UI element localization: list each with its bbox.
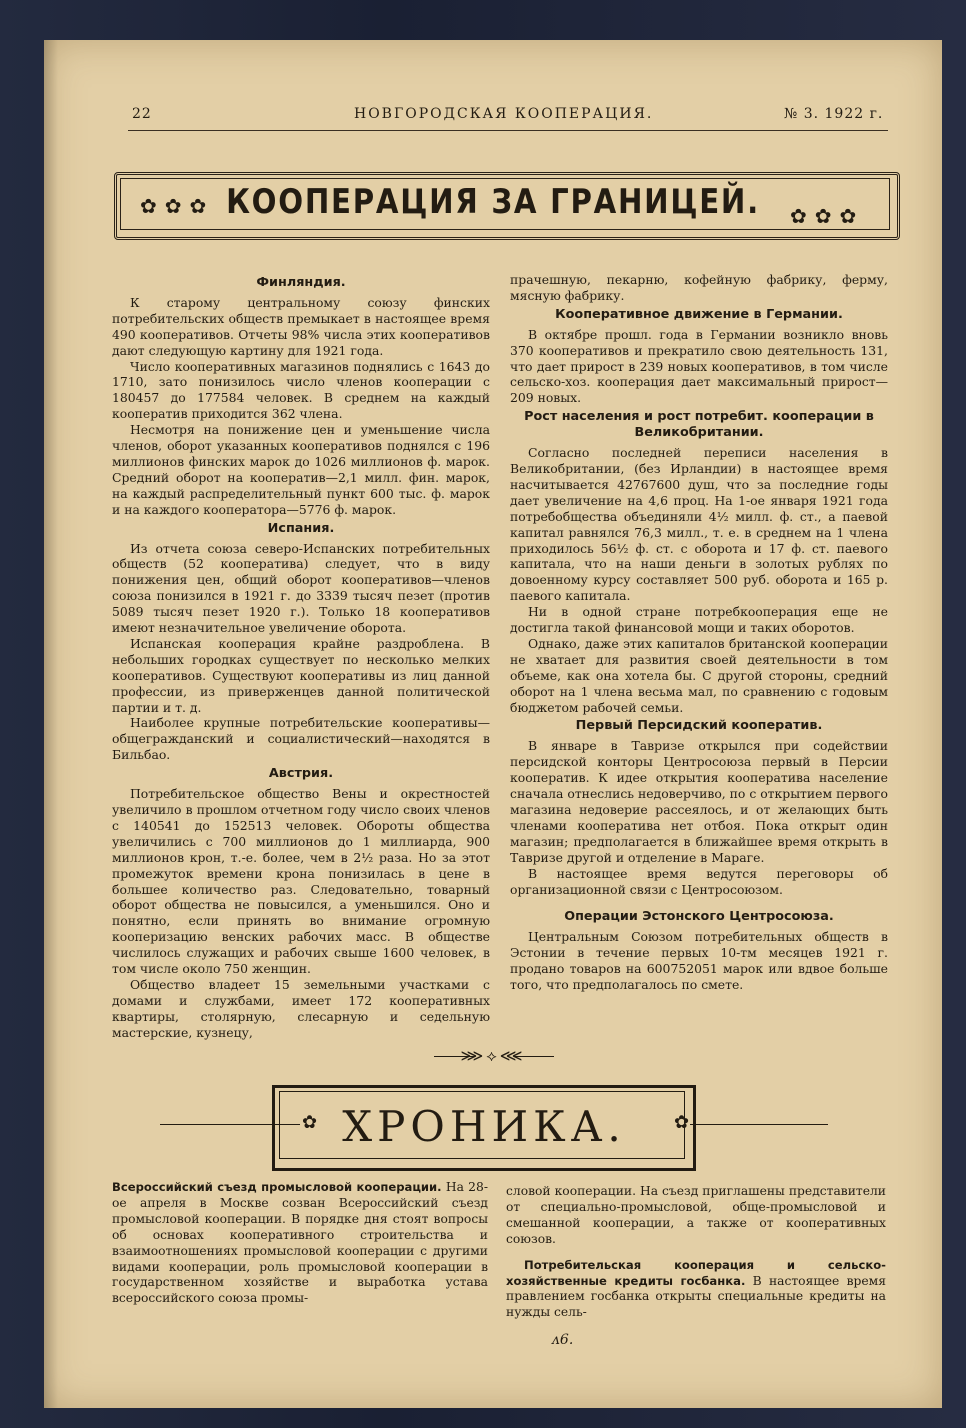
- flower-icon: ✿: [674, 1112, 690, 1133]
- page-gutter-shadow: [44, 40, 58, 1408]
- divider-line-right: [514, 1056, 554, 1057]
- chronicle-lead: Потребительская кооперация и сельско-хозяйственные кредиты госбанка.: [506, 1257, 886, 1288]
- banner-rule-right: [690, 1124, 828, 1125]
- paragraph: В настоящее время ведутся переговоры об организационной связи с Центросоюзом.: [510, 865, 888, 897]
- chronicle-text: словой кооперации. На съезд приглашены представители от специально-промысловой, обще-промысловой и смешанной кооперации, а также от кооперативных союзов.: [506, 1184, 886, 1246]
- chronicle-left: [112, 1180, 488, 1307]
- paragraph: Ни в одной стране потребкооперация еще не достигла такой финансовой мощи и таких оборотов.: [510, 604, 888, 636]
- heading-estonia: Операции Эстонского Центросоюза.: [564, 909, 834, 925]
- flower-icon: ✿: [302, 1112, 318, 1133]
- paragraph: Наиболее крупные потребительские кооперативы—общегражданский и социалистический—находятся в Бильбао.: [112, 715, 490, 763]
- paragraph: Потребительское общество Вены и окрестностей увеличило в прошлом отчетном году число своих членов с 140541 до 152513 человек. Обороты общества увеличились с 700 миллионов до 1 миллиарда, 900 миллионов крон, т.-е. более, чем в 2½ раза. Но за этот промежуток времени крона понизилась в цене в большее количество раз. Следовательно, товарный оборот общества не повысился, а уменьшился. Оно и понятно, если принять во внимание огромную кооперизацию венских рабочих масс. В обществе числилось служащих и рабочих свыше 1600 человек, в том числе около 750 женщин.: [112, 786, 490, 977]
- flower-ornament-left: ✿✿✿: [140, 194, 215, 218]
- left-column: [112, 272, 490, 1041]
- header-rule: [128, 130, 888, 131]
- paragraph: Общество владеет 15 земельными участками с домами и службами, имеет 172 кооперативных квартиры, столярную, слесарную и седельную мастерские, кузнецу,: [112, 976, 490, 1040]
- paragraph: Несмотря на понижение цен и уменьшение числа членов, оборот указанных кооперативов поднялся с 196 миллионов финских марок до 1026 миллионов ф. марок. Средний оборот на кооператив—2,1 милл. фин. марок, на каждый распределительный пункт 600 тыс. ф. марок и на каждого кооператора—5776 ф. марок.: [112, 422, 490, 517]
- page-number: 22: [132, 106, 152, 122]
- divider-ornament: ⋙⟡⋘: [460, 1046, 526, 1065]
- handwritten-mark: ᴧ6.: [552, 1332, 574, 1348]
- paragraph: Испанская кооперация крайне раздроблена. В небольших городках существует по несколько мелких кооперативов. Существуют кооперативы из лиц данной профессии, из приверженцев данной политической партии и т. д.: [112, 635, 490, 715]
- heading-germany: Кооперативное движение в Германии.: [555, 306, 843, 322]
- chronicle-text: На 28-ое апреля в Москве созван Всероссийский съезд промысловой кооперации. В порядке дня стоят вопросы об основах кооперативного строительства и взаимоотношениях промысловой кооперации с другими видами кооперации, роль промысловой кооперации в государственном хозяйстве и выработка устава всероссийского союза промы-: [112, 1180, 488, 1306]
- flower-ornament-right: ✿✿✿: [790, 204, 865, 228]
- chronicle-title: ХРОНИКА.: [342, 1102, 626, 1151]
- heading-persia: Первый Персидский кооператив.: [575, 718, 823, 734]
- right-column: [510, 272, 888, 993]
- chronicle-lead: Всероссийский съезд промысловой кооперации.: [112, 1180, 442, 1194]
- journal-title: НОВГОРОДСКАЯ КООПЕРАЦИЯ.: [354, 106, 654, 122]
- section-title: КООПЕРАЦИЯ ЗА ГРАНИЦЕЙ.: [226, 182, 760, 222]
- paragraph: Центральным Союзом потребительных обществ в Эстонии в течение первых 10-тм месяцев 1921 г. продано товаров на 600752051 марок или вдвое больше того, что предполагалось по смете.: [510, 929, 888, 993]
- chronicle-right: [506, 1184, 886, 1321]
- paragraph: В октябре прошл. года в Германии возникло вновь 370 кооперативов и прекратило свою деятельность 131, что дает прирост в 239 новых кооперативов, в том числе сельско-хоз. кооперация дает максимальный прирост—209 новых.: [510, 326, 888, 406]
- heading-austria: Австрия.: [268, 766, 334, 782]
- paragraph: К старому центральному союзу финских потребительских обществ премыкает в настоящее время 490 кооперативов. Отчеты 98% числа этих кооперативов дают следующую картину для 1921 года.: [112, 294, 490, 358]
- journal-page: [44, 40, 942, 1408]
- heading-britain: Рост населения и рост потребит. кооперации в Великобритании.: [524, 409, 874, 441]
- paragraph-continued: прачешную, пекарню, кофейную фабрику, ферму, мясную фабрику.: [510, 272, 888, 303]
- heading-spain: Испания.: [267, 520, 335, 536]
- paragraph: Число кооперативных магазинов поднялись с 1643 до 1710, зато понизилось число членов кооперации с 180457 до 177584 человек. В среднем на каждый кооператив приходится 362 члена.: [112, 358, 490, 422]
- paragraph: Из отчета союза северо-Испанских потребительных обществ (52 кооператива) следует, что в виду понижения цен, общий оборот кооперативов—членов союза понизился в 1921 г. до 3339 тысяч пезет (против 5089 тысяч пезет 1920 г.). Только 18 кооперативов имеют незначительное увеличение оборота.: [112, 540, 490, 636]
- paragraph: Однако, даже этих капиталов британской кооперации не хватает для развития своей деятельности в том объеме, как она хотела бы. С другой стороны, средний оборот на 1 члена весьма мал, по сравнению с годовым бюджетом рабочей семьи.: [510, 635, 888, 715]
- heading-finland: Финляндия.: [256, 275, 346, 290]
- paragraph: Согласно последней переписи населения в Великобритании, (без Ирландии) в настоящее время насчитывается 42767600 душ, что за последние годы дает увеличение на 4,6 проц. На 1-ое января 1921 года потребобщества объединяли 4½ милл. ф. ст., а паевой капитал равнялся 76,3 милл., т. е. в среднем на 1 члена приходилось 56½ ф. ст. с оборота и 17 ф. ст. паевого капитала, что на наши деньги в золотых рублях по довоенному курсу составляет 500 руб. оборота и 165 р. паевого капитала.: [510, 445, 888, 604]
- paragraph: В январе в Тавризе открылся при содействии персидской конторы Центросоюза первый в Персии кооператив. К идее открытия кооператива население сначала отнеслись недоверчиво, по с открытием первого магазина недоверие рассеялось, и от желающих быть членами кооператива нет отбоя. Пока открыт один магазин; предполагается в ближайшее время открыть в Тавризе другой и отделение в Мараге.: [510, 738, 888, 865]
- divider-line-left: [434, 1056, 474, 1057]
- issue-number: № 3. 1922 г.: [784, 106, 884, 122]
- chronicle-text: В настоящее время правлением госбанка открыты специальные кредиты на нужды сель-: [506, 1273, 887, 1320]
